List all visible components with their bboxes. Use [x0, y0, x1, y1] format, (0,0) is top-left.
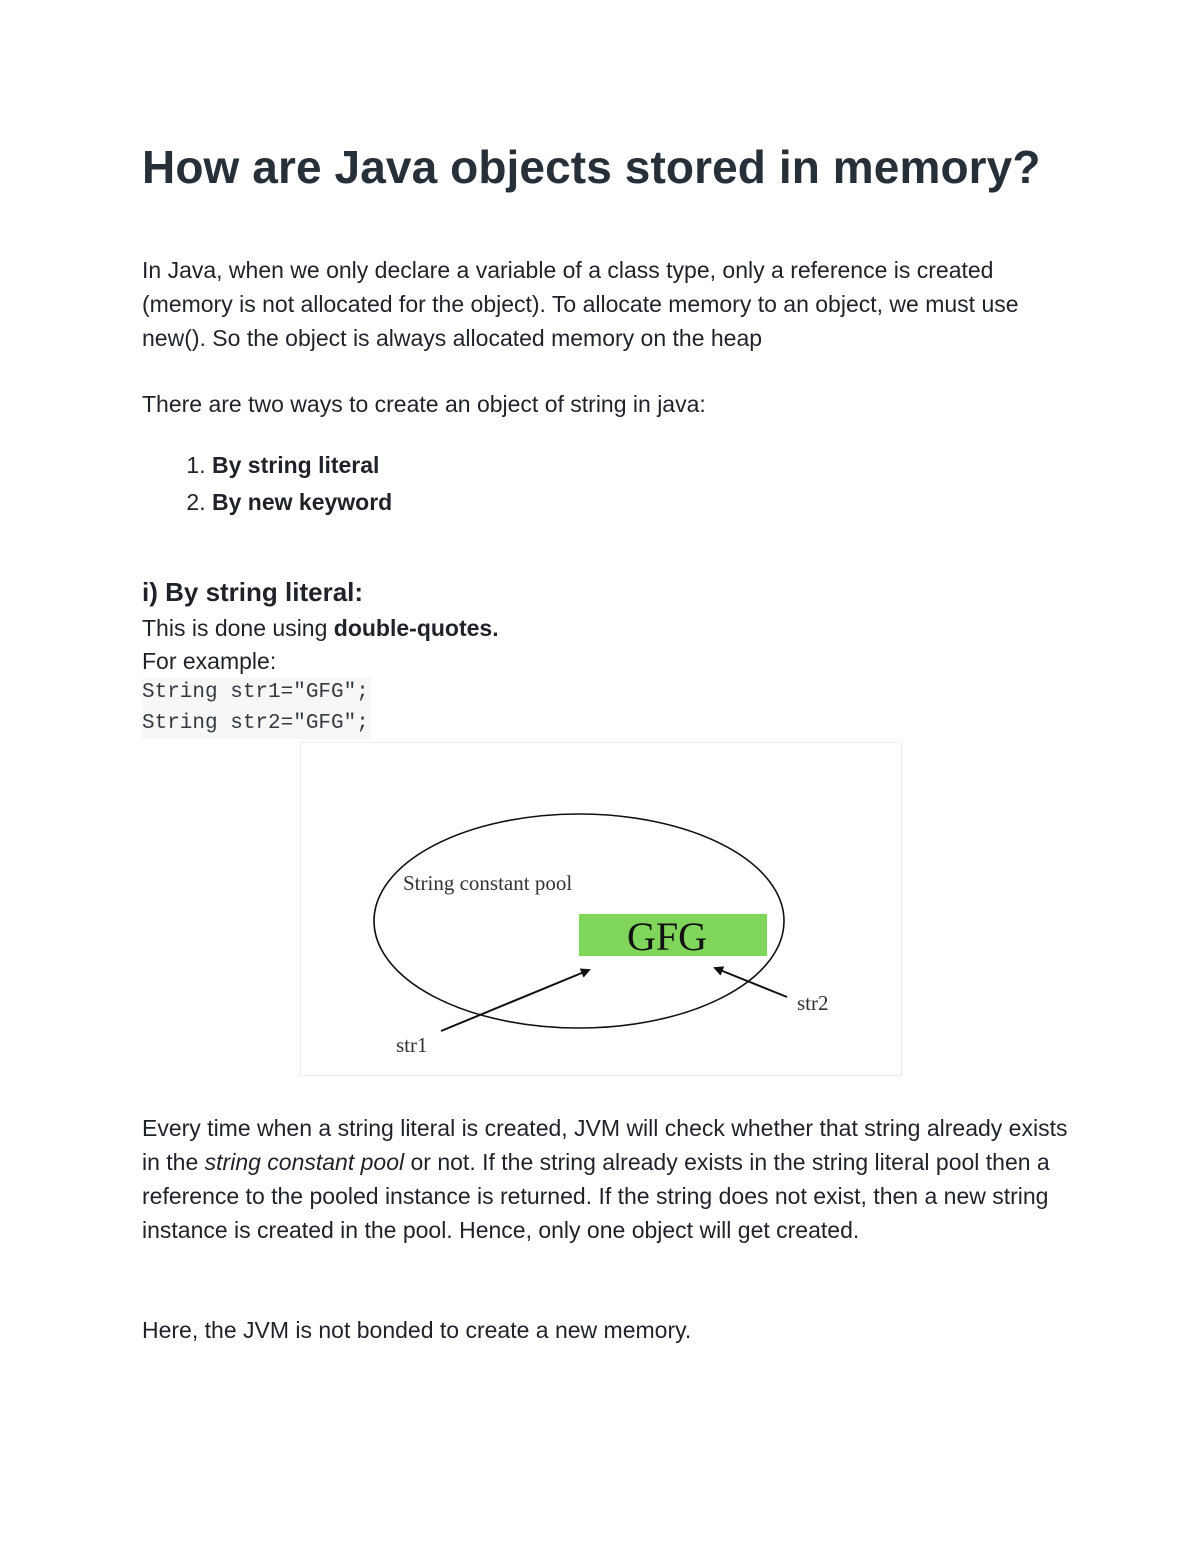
pool-label: String constant pool — [403, 871, 573, 895]
section-heading-string-literal: i) By string literal: — [142, 577, 364, 607]
code-line-str1: String str1="GFG"; — [142, 678, 371, 708]
double-quotes-line — [142, 612, 499, 644]
explanation-part2: or not. If the string already exists in the string literal pool then a reference to the pooled instance is returned. If the string does not exist, then a new string instance is created in the pool. Hence, only one object will get created. — [142, 1149, 1050, 1243]
str2-arrow — [715, 968, 787, 997]
list-item: 2. By new keyword — [212, 484, 392, 521]
list-item: 1. By string literal — [212, 447, 392, 484]
diagram-svg — [301, 743, 901, 1075]
explanation-italic: string constant pool — [204, 1149, 405, 1175]
page-title: How are Java objects stored in memory? — [142, 141, 1041, 193]
closing-paragraph: Here, the JVM is not bonded to create a new memory. — [142, 1317, 692, 1343]
string-pool-diagram — [300, 742, 902, 1076]
str2-label: str2 — [797, 991, 829, 1015]
ways-list — [142, 447, 392, 521]
explanation-paragraph — [142, 1111, 1072, 1247]
example-label: For example: — [142, 648, 277, 674]
intro-paragraph: In Java, when we only declare a variable of a class type, only a reference is created (memory is not allocated for the object). To allocate memory to an object, we must use new(). So the object is always allocated memory on the heap — [142, 257, 1019, 351]
double-quotes-bold: double-quotes. — [333, 615, 499, 641]
ways-intro-paragraph: There are two ways to create an object of string in java: — [142, 391, 706, 417]
explanation-part1: Every time when a string literal is created, JVM will check whether that string already exists in the — [142, 1115, 1068, 1175]
gfg-object-label: GFG — [626, 914, 708, 959]
code-line-str2: String str2="GFG"; — [142, 709, 371, 739]
double-quotes-prefix: This is done using — [142, 615, 334, 641]
str1-label: str1 — [396, 1033, 428, 1057]
